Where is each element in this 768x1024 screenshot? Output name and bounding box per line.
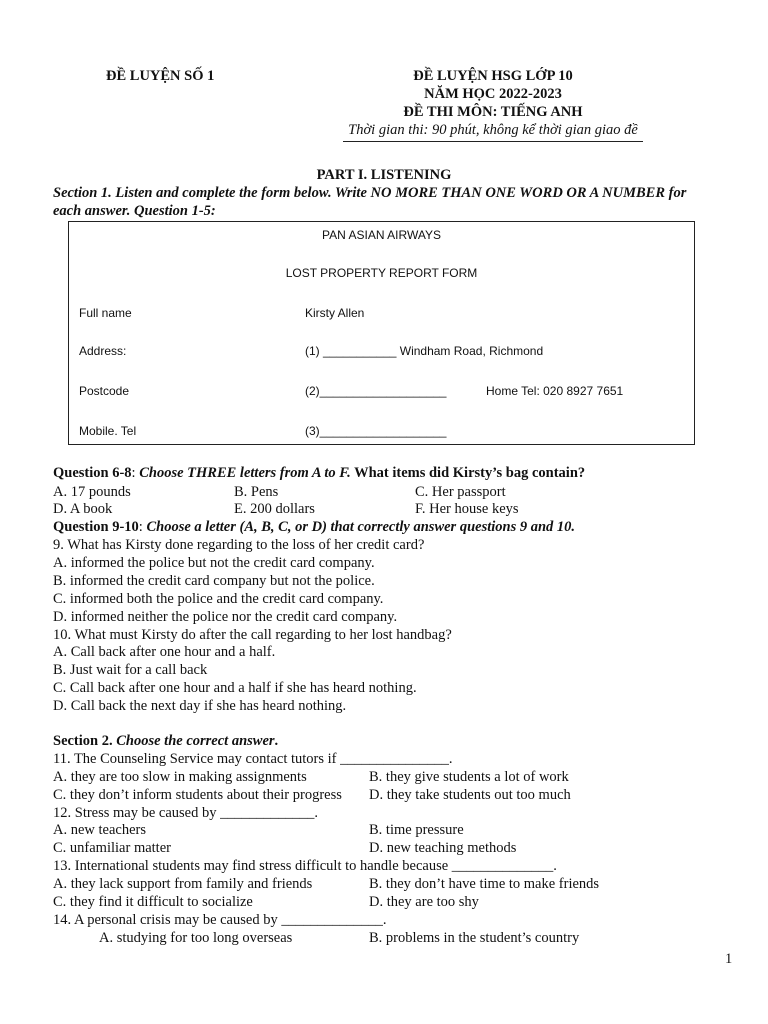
q9-10-heading bbox=[53, 519, 575, 536]
exam-level-title: ĐỀ LUYỆN HSG LỚP 10 bbox=[413, 68, 573, 84]
q12-option-d: D. new teaching methods bbox=[369, 840, 517, 856]
q10-option-d: D. Call back the next day if she has heard nothing. bbox=[53, 698, 347, 714]
q6-8-option-a: A. 17 pounds bbox=[53, 484, 131, 500]
q14-option-b: B. problems in the student’s country bbox=[369, 930, 580, 946]
q9-option-b: B. informed the credit card company but not the police. bbox=[53, 573, 375, 589]
form-airline: PAN ASIAN AIRWAYS bbox=[322, 228, 441, 242]
q13-option-b: B. they don’t have time to make friends bbox=[369, 876, 600, 892]
form-value-address: (1) ___________ Windham Road, Richmond bbox=[305, 344, 544, 358]
q6-8-option-c: C. Her passport bbox=[415, 484, 506, 500]
q11-option-a: A. they are too slow in making assignments bbox=[53, 769, 307, 785]
section2-period: . bbox=[274, 733, 279, 749]
form-value-postcode: (2)___________________ bbox=[305, 384, 447, 398]
q6-8-option-e: E. 200 dollars bbox=[234, 501, 315, 517]
form-label-mobile: Mobile. Tel bbox=[79, 424, 137, 438]
form-home-tel: Home Tel: 020 8927 7651 bbox=[486, 384, 624, 398]
section2-label: Section 2. bbox=[53, 733, 117, 749]
q12-option-a: A. new teachers bbox=[53, 822, 146, 838]
subject-title: ĐỀ THI MÔN: TIẾNG ANH bbox=[403, 104, 583, 120]
q9-10-label: Question 9-10 bbox=[53, 519, 139, 535]
q11-option-b: B. they give students a lot of work bbox=[369, 769, 569, 785]
form-value-full-name: Kirsty Allen bbox=[305, 306, 365, 320]
q12-stem: 12. Stress may be caused by _____________. bbox=[53, 805, 318, 821]
q6-8-label: Question 6-8 bbox=[53, 465, 132, 481]
form-title: LOST PROPERTY REPORT FORM bbox=[285, 266, 478, 280]
part-title: PART I. LISTENING bbox=[316, 167, 452, 183]
q6-8-option-f: F. Her house keys bbox=[415, 501, 519, 517]
q6-8-option-b: B. Pens bbox=[234, 484, 279, 500]
q11-option-c: C. they don’t inform students about their progress bbox=[53, 787, 342, 803]
q11-option-d: D. they take students out too much bbox=[369, 787, 571, 803]
q13-option-d: D. they are too shy bbox=[369, 894, 479, 910]
q13-option-c: C. they find it difficult to socialize bbox=[53, 894, 253, 910]
form-value-mobile: (3)___________________ bbox=[305, 424, 447, 438]
q10-option-c: C. Call back after one hour and a half if she has heard nothing. bbox=[53, 680, 417, 696]
lost-property-form bbox=[68, 221, 695, 445]
q10-option-b: B. Just wait for a call back bbox=[53, 662, 208, 678]
q9-10-colon: : bbox=[138, 519, 147, 535]
q10-stem: 10. What must Kirsty do after the call regarding to her lost handbag? bbox=[53, 627, 452, 643]
exam-code-title: ĐỀ LUYỆN SỐ 1 bbox=[106, 68, 215, 84]
section2-instruction: Choose the correct answer bbox=[116, 733, 275, 749]
q9-option-c: C. informed both the police and the credit card company. bbox=[53, 591, 384, 607]
section1-instruction-line1: Section 1. Listen and complete the form below. Write NO MORE THAN ONE WORD OR A NUMBER for bbox=[53, 185, 687, 201]
q6-8-heading bbox=[53, 465, 585, 482]
school-year: NĂM HỌC 2022-2023 bbox=[424, 86, 562, 102]
q14-option-a: A. studying for too long overseas bbox=[99, 930, 293, 946]
q12-option-c: C. unfamiliar matter bbox=[53, 840, 171, 856]
section2-heading bbox=[53, 733, 278, 750]
form-label-address: Address: bbox=[79, 344, 127, 358]
header-underline bbox=[343, 141, 643, 142]
form-label-postcode: Postcode bbox=[79, 384, 130, 398]
q6-8-question: What items did Kirsty’s bag contain? bbox=[350, 465, 586, 481]
q14-stem: 14. A personal crisis may be caused by ______________. bbox=[53, 912, 387, 928]
q11-stem: 11. The Counseling Service may contact tutors if _______________. bbox=[53, 751, 453, 767]
q9-stem: 9. What has Kirsty done regarding to the loss of her credit card? bbox=[53, 537, 425, 553]
section1-instruction-line2: each answer. Question 1-5: bbox=[53, 203, 216, 219]
q9-option-d: D. informed neither the police nor the credit card company. bbox=[53, 609, 398, 625]
q9-option-a: A. informed the police but not the credit card company. bbox=[53, 555, 375, 571]
q12-option-b: B. time pressure bbox=[369, 822, 464, 838]
time-note: Thời gian thi: 90 phút, không kể thời gian giao đề bbox=[348, 122, 638, 138]
q10-option-a: A. Call back after one hour and a half. bbox=[53, 644, 276, 660]
q6-8-option-d: D. A book bbox=[53, 501, 113, 517]
page-number: 1 bbox=[725, 951, 733, 967]
q6-8-colon: : bbox=[131, 465, 140, 481]
q13-stem: 13. International students may find stress difficult to handle because ______________. bbox=[53, 858, 557, 874]
q13-option-a: A. they lack support from family and friends bbox=[53, 876, 313, 892]
q9-10-instruction: Choose a letter (A, B, C, or D) that correctly answer questions 9 and 10. bbox=[146, 519, 576, 535]
q6-8-instruction: Choose THREE letters from A to F. bbox=[139, 465, 351, 481]
form-label-full-name: Full name bbox=[79, 306, 132, 320]
